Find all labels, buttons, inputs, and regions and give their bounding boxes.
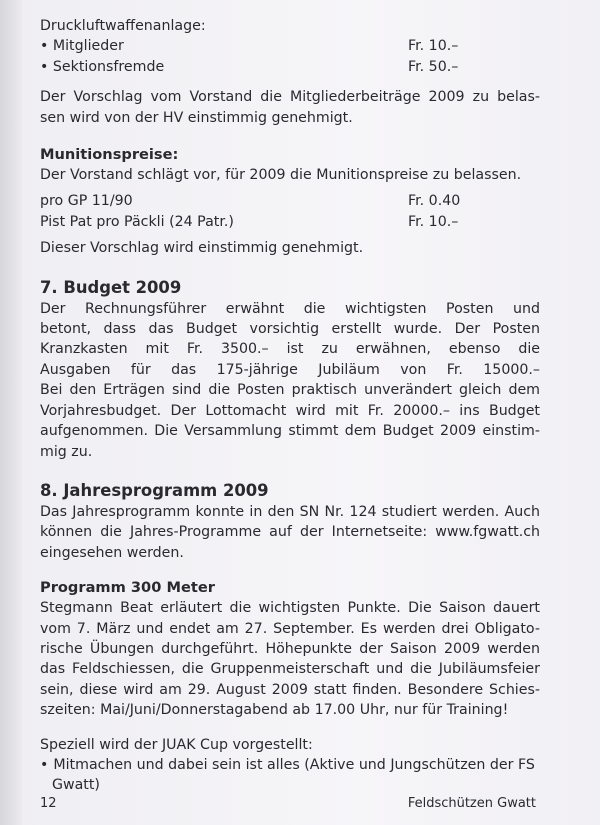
program-paragraph bbox=[40, 502, 540, 563]
paragraph-line: Der Rechnungsführer erwähnt die wichtigsten Posten und bbox=[40, 300, 540, 317]
paragraph-line: Der Vorschlag vom Vorstand die Mitgliederbeiträge 2009 zu belas- bbox=[40, 89, 540, 106]
juak-intro: Speziell wird der JUAK Cup vorgestellt: bbox=[40, 736, 313, 753]
ammo-outro: Dieser Vorschlag wird einstimmig genehmigt. bbox=[40, 240, 364, 257]
page-number: 12 bbox=[40, 796, 57, 811]
fee-value: Fr. 10.– bbox=[408, 38, 459, 55]
ammo-value: Fr. 0.40 bbox=[408, 193, 461, 210]
paragraph-line: rische Übungen durchgeführt. Höhepunkte der Saison 2009 werden bbox=[40, 640, 540, 657]
paragraph-line: Ausgaben für das 175-jährige Jubiläum von Fr. 15000.– bbox=[40, 361, 540, 378]
fee-label: • Mitglieder bbox=[40, 38, 124, 55]
air-gun-heading: Druckluftwaffenanlage: bbox=[40, 18, 206, 34]
fee-row-nonmembers bbox=[40, 57, 540, 77]
fee-row-members bbox=[40, 36, 540, 56]
ammo-value: Fr. 10.– bbox=[408, 213, 459, 230]
bullet-item: • Mitmachen und dabei sein ist alles (Aktive und Jungschützen der FS bbox=[40, 755, 540, 775]
paragraph-line: vom 7. März und endet am 27. September. Es werden drei Obligato- bbox=[40, 620, 540, 637]
paragraph-line: das Feldschiessen, die Gruppenmeisterschaft und die Jubiläumsfeier bbox=[40, 661, 540, 678]
page-binding-shadow bbox=[0, 0, 22, 825]
ammo-row-gp bbox=[40, 191, 540, 211]
paragraph-line: Kranzkasten mit Fr. 3500.– ist zu erwähnen, ebenso die bbox=[40, 341, 540, 358]
paragraph-line: betont, dass das Budget vorsichtig erstellt wurde. Der Posten bbox=[40, 321, 540, 338]
ammo-heading: Munitionspreise: bbox=[40, 146, 179, 164]
page-footer bbox=[40, 795, 536, 813]
paragraph-line: Das Jahresprogramm konnte in den SN Nr. 124 studiert werden. Auch bbox=[40, 503, 540, 520]
footer-club-name: Feldschützen Gwatt bbox=[407, 796, 536, 811]
paragraph-line: sen wird von der HV einstimmig genehmigt. bbox=[40, 109, 353, 126]
ammo-label: pro GP 11/90 bbox=[40, 193, 133, 210]
paragraph-line: können die Jahres-Programme auf der Internetseite: www.fgwatt.ch bbox=[40, 524, 540, 541]
paragraph-line: Vorjahresbudget. Der Lottomacht wird mit Fr. 20000.– ins Budget bbox=[40, 402, 540, 419]
budget-paragraph bbox=[40, 299, 540, 462]
fee-value: Fr. 50.– bbox=[408, 58, 459, 75]
paragraph-line: Bei den Erträgen sind die Posten praktisch unverändert gleich dem bbox=[40, 382, 540, 399]
main-text-column bbox=[40, 16, 540, 796]
section-heading-budget: 7. Budget 2009 bbox=[40, 277, 182, 297]
ammo-label: Pist Pat pro Päckli (24 Patr.) bbox=[40, 213, 234, 230]
fee-label: • Sektionsfremde bbox=[40, 58, 165, 75]
paragraph-line: mig zu. bbox=[40, 443, 93, 460]
section-heading-program: 8. Jahresprogramm 2009 bbox=[40, 480, 269, 500]
program-300m-heading: Programm 300 Meter bbox=[40, 579, 215, 597]
program-300m-paragraph bbox=[40, 598, 540, 720]
ammo-intro: Der Vorstand schlägt vor, für 2009 die Munitionspreise zu belassen. bbox=[40, 167, 522, 184]
paragraph-line: szeiten: Mai/Juni/Donnerstagabend ab 17.00 Uhr, nur für Training! bbox=[40, 702, 509, 719]
paragraph-line: eingesehen werden. bbox=[40, 544, 184, 561]
bullet-item-continuation: Gwatt) bbox=[52, 777, 100, 794]
paragraph-line: aufgenommen. Die Versammlung stimmt dem Budget 2009 einstim- bbox=[40, 423, 540, 440]
ammo-row-pistol bbox=[40, 212, 540, 232]
paragraph-line: Stegmann Beat erläutert die wichtigsten Punkte. Die Saison dauert bbox=[40, 600, 540, 617]
paragraph-line: sein, diese wird am 29. August 2009 statt finden. Besondere Schies- bbox=[40, 681, 540, 698]
